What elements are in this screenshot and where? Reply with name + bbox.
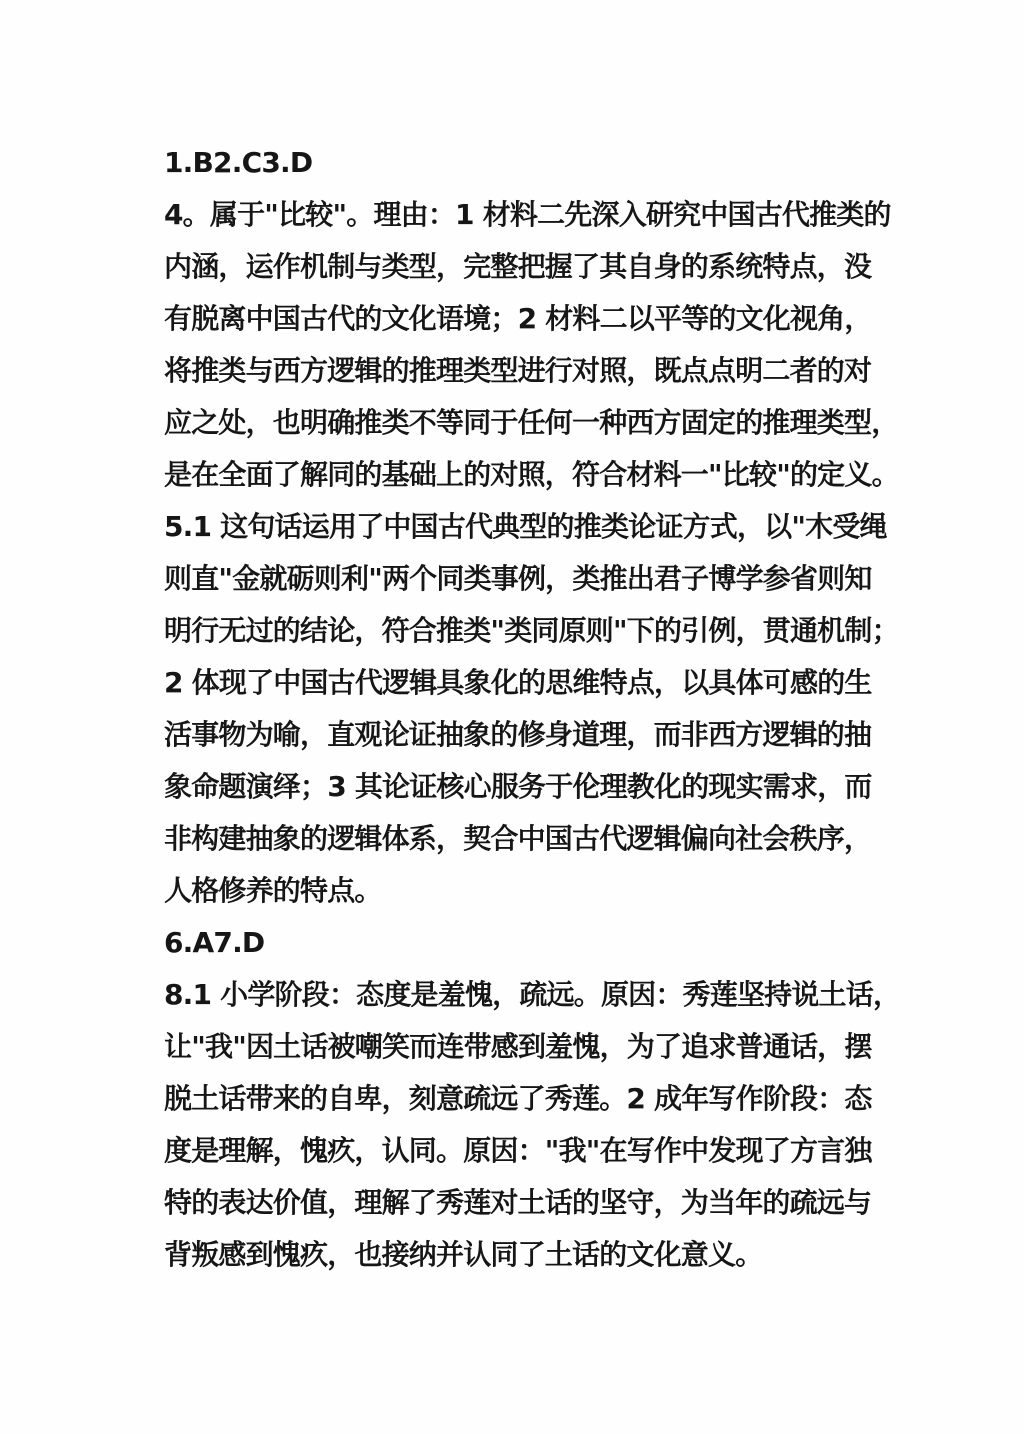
text-line: 象命题演绎；3 其论证核心服务于伦理教化的现实需求，而 — [164, 770, 872, 803]
text-line: 人格修养的特点。 — [164, 874, 382, 907]
text-line: 让"我"因土话被嘲笑而连带感到羞愧，为了追求普通话，摆 — [164, 1030, 872, 1063]
text-line: 有脱离中国古代的文化语境；2 材料二以平等的文化视角， — [164, 302, 872, 335]
text-line: 是在全面了解同的基础上的对照，符合材料一"比较"的定义。 — [164, 458, 899, 491]
text-line: 2 体现了中国古代逻辑具象化的思维特点，以具体可感的生 — [164, 666, 872, 699]
text-line: 将推类与西方逻辑的推理类型进行对照，既点点明二者的对 — [164, 354, 872, 387]
text-line: 背叛感到愧疚，也接纳并认同了土话的文化意义。 — [164, 1238, 763, 1271]
text-line: 6.A7.D — [164, 926, 265, 959]
text-line: 应之处，也明确推类不等同于任何一种西方固定的推理类型， — [164, 406, 899, 439]
answer-text-block — [164, 137, 901, 1281]
text-line: 明行无过的结论，符合推类"类同原则"下的引例，贯通机制； — [164, 614, 899, 647]
text-line: 4。属于"比较"。理由：1 材料二先深入研究中国古代推类的 — [164, 198, 891, 231]
text-line: 8.1 小学阶段：态度是羞愧，疏远。原因：秀莲坚持说土话， — [164, 978, 901, 1011]
text-line: 活事物为喻，直观论证抽象的修身道理，而非西方逻辑的抽 — [164, 718, 872, 751]
text-line: 脱土话带来的自卑，刻意疏远了秀莲。2 成年写作阶段：态 — [164, 1082, 872, 1115]
text-line: 非构建抽象的逻辑体系，契合中国古代逻辑偏向社会秩序， — [164, 822, 872, 855]
text-line: 1.B2.C3.D — [164, 146, 313, 179]
text-line: 特的表达价值，理解了秀莲对土话的坚守，为当年的疏远与 — [164, 1186, 872, 1219]
text-line: 则直"金就砺则利"两个同类事例，类推出君子博学参省则知 — [164, 562, 872, 595]
text-line: 度是理解，愧疚，认同。原因："我"在写作中发现了方言独 — [164, 1134, 872, 1167]
text-line: 内涵，运作机制与类型，完整把握了其自身的系统特点，没 — [164, 250, 872, 283]
text-line: 5.1 这句话运用了中国古代典型的推类论证方式，以"木受绳 — [164, 510, 887, 543]
